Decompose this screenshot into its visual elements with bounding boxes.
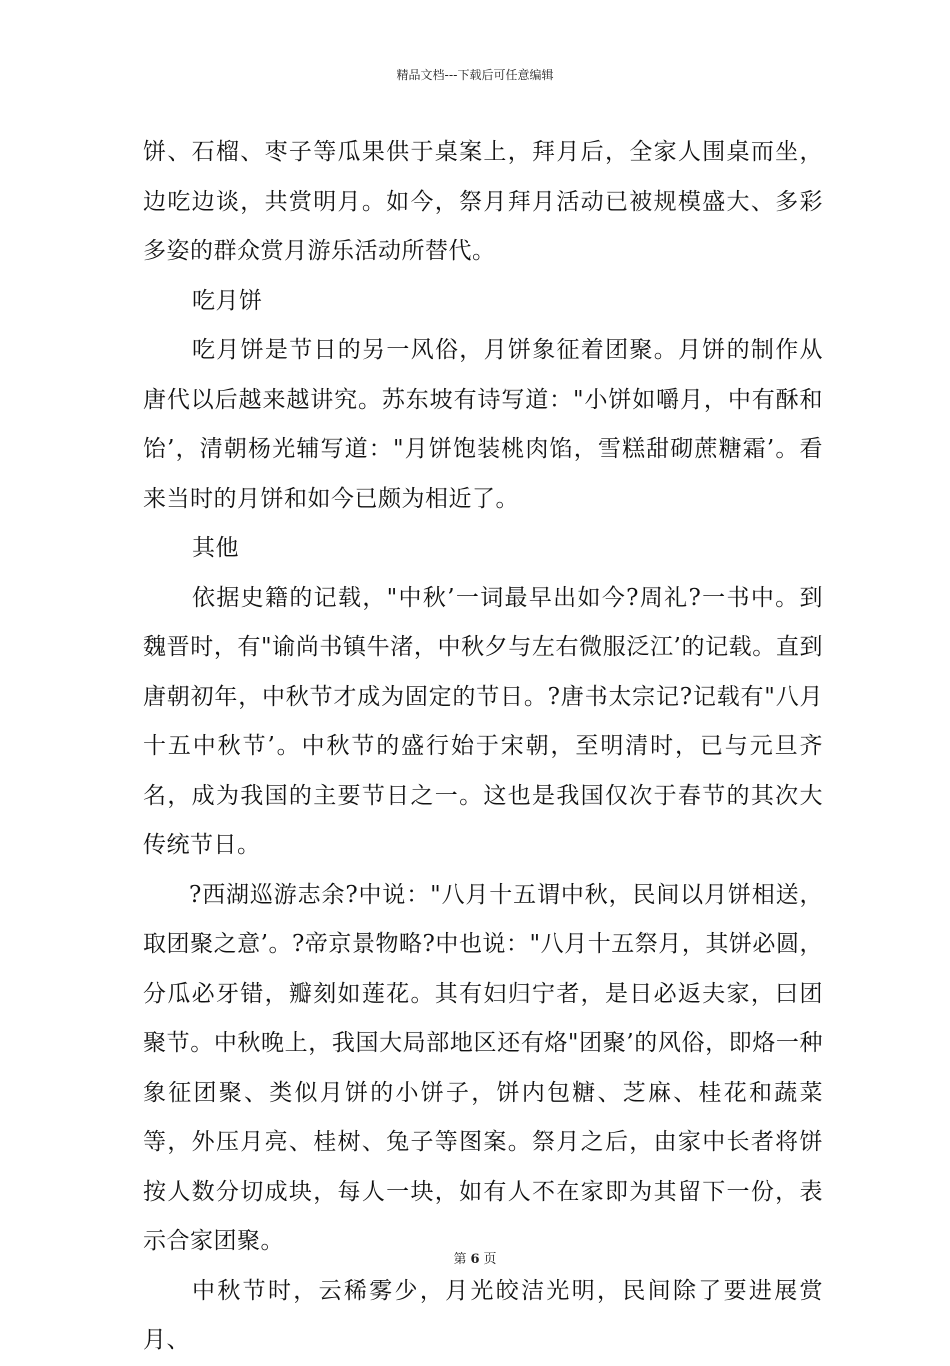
paragraph-continuation: 饼、石榴、枣子等瓜果供于桌案上，拜月后，全家人围桌而坐，边吃边谈，共赏明月。如今，祭月拜月活动已被规模盛大、多彩多姿的群众赏月游乐活动所替代。 [143, 139, 823, 264]
page-header: 精品文档---下载后可任意编辑 [396, 68, 554, 82]
paragraph-moon-viewing: 中秋节时，云稀雾少，月光皎洁光明，民间除了要进展赏月、 [143, 1277, 823, 1353]
paragraph-customs: ?西湖巡游志余?中说："八月十五谓中秋，民间以月饼相送，取团聚之意’。?帝京景物略?中也说："八月十五祭月，其饼必圆，分瓜必牙错，瓣刻如莲花。其有妇归宁者，是日必返夫家，曰团聚节。中秋晚上，我国大局部地区还有烙"团聚’的风俗，即烙一种象征团聚、类似月饼的小饼子，饼内包糖、芝麻、桂花和蔬菜等，外压月亮、桂树、兔子等图案。祭月之后，由家中长者将饼按人数分切成块，每人一块，如有人不在家即为其留下一份，表示合家团聚。 [143, 881, 823, 1254]
page-number: 6 [470, 1252, 480, 1267]
page-label-suffix: 页 [483, 1252, 497, 1267]
paragraph-mooncake: 吃月饼是节日的另一风俗，月饼象征着团聚。月饼的制作从唐代以后越来越讲究。苏东坡有诗写道："小饼如嚼月，中有酥和饴’，清朝杨光辅写道："月饼饱装桃肉馅，雪糕甜砌蔗糖霜’。看来当时的月饼和如今已颇为相近了。 [143, 337, 823, 512]
paragraph-history: 依据史籍的记载，"中秋’一词最早出如今?周礼?一书中。到魏晋时，有"谕尚书镇牛渚，中秋夕与左右微服泛江’的记载。直到唐朝初年，中秋节才成为固定的节日。?唐书太宗记?记载有"八月十五中秋节’。中秋节的盛行始于宋朝，至明清时，已与元旦齐名，成为我国的主要节日之一。这也是我国仅次于春节的其次大传统节日。 [143, 584, 823, 858]
page-label-prefix: 第 [453, 1252, 467, 1267]
page-footer [0, 1248, 950, 1267]
document-body [143, 128, 823, 1366]
section-heading-other: 其他 [192, 535, 239, 561]
section-heading-mooncake: 吃月饼 [192, 287, 263, 314]
